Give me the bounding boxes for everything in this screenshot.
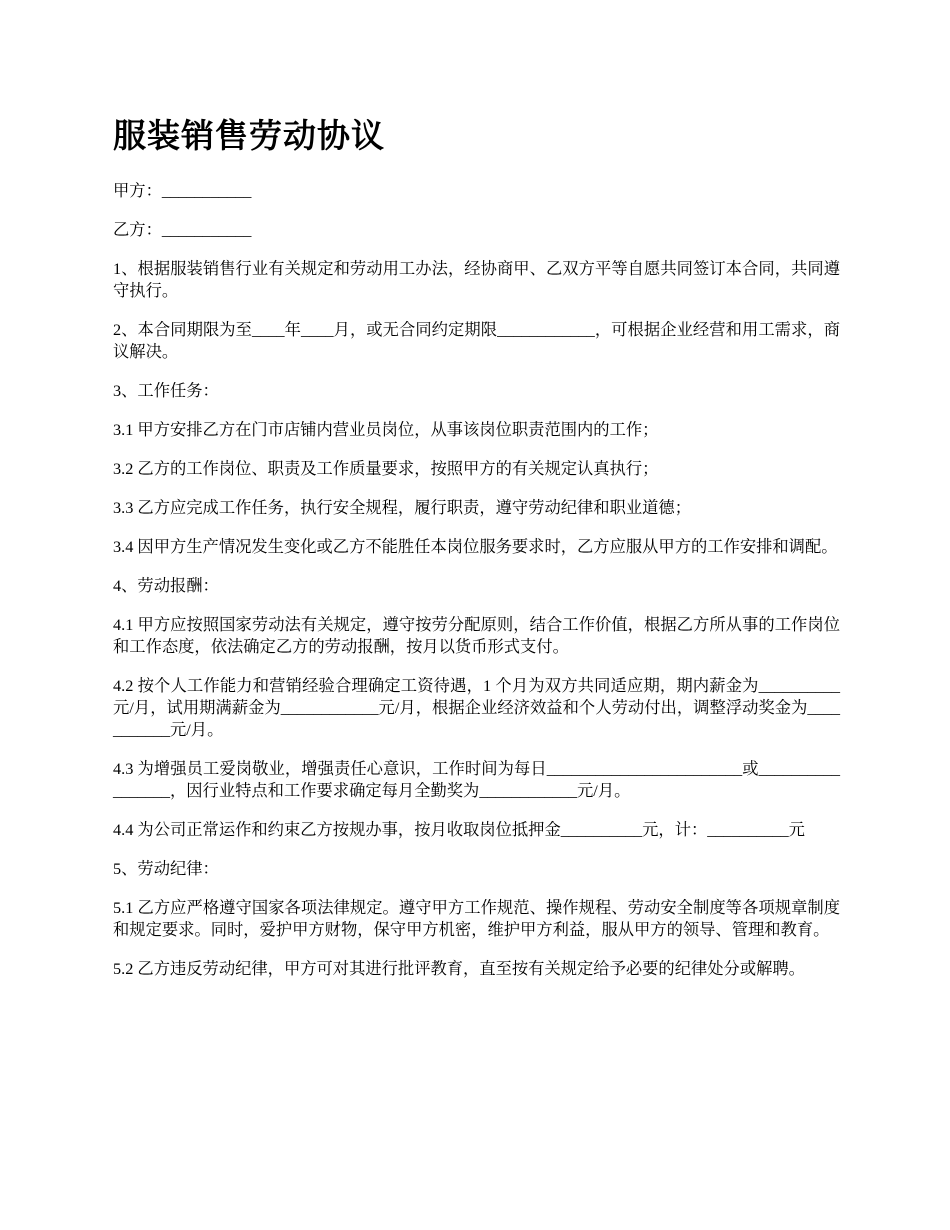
clause-5-2: 5.2 乙方违反劳动纪律，甲方可对其进行批评教育，直至按有关规定给予必要的纪律处分或解聘。 [113,959,805,978]
clause-5-1: 5.1 乙方应严格遵守国家各项法律规定。遵守甲方工作规范、操作规程、劳动安全制度等各项规章制度和规定要求。同时，爱护甲方财物，保守甲方机密，维护甲方利益，服从甲方的领导、管理和教育。 [113,898,840,939]
section-3-heading: 3、工作任务： [113,381,219,400]
clause-3-2: 3.2 乙方的工作岗位、职责及工作质量要求，按照甲方的有关规定认真执行； [113,459,659,478]
clause-4-2: 4.2 按个人工作能力和营销经验合理确定工资待遇，1 个月为双方共同适应期，期内薪金为__________元/月，试用期满薪金为____________元/月，根据企业经济效益和个人劳动付出，调整浮动奖金为___________元/月。 [113,676,840,739]
section-5-heading: 5、劳动纪律： [113,859,219,878]
clause-2: 2、本合同期限为至____年____月，或无合同约定期限____________，可根据企业经营和用工需求，商议解决。 [113,320,840,361]
party-b-line: 乙方：___________ [113,220,252,239]
section-4-heading: 4、劳动报酬： [113,576,219,595]
clause-3-1: 3.1 甲方安排乙方在门市店铺内营业员岗位，从事该岗位职责范围内的工作； [113,420,659,439]
clause-3-4: 3.4 因甲方生产情况发生变化或乙方不能胜任本岗位服务要求时，乙方应服从甲方的工作安排和调配。 [113,537,838,556]
clause-4-4: 4.4 为公司正常运作和约束乙方按规办事，按月收取岗位抵押金__________元，计：__________元 [113,820,805,839]
clause-3-3: 3.3 乙方应完成工作任务，执行安全规程，履行职责，遵守劳动纪律和职业道德； [113,498,691,517]
clause-4-1: 4.1 甲方应按照国家劳动法有关规定，遵守按劳分配原则，结合工作价值，根据乙方所从事的工作岗位和工作态度，依法确定乙方的劳动报酬，按月以货币形式支付。 [113,615,840,656]
party-a-line: 甲方：___________ [113,181,252,200]
clause-4-3: 4.3 为增强员工爱岗敬业，增强责任心意识，工作时间为每日________________________或_________________，因行业特点和工作要求确定每月全勤奖为____________元/月。 [113,759,840,800]
document-title: 服装销售劳动协议 [113,116,385,155]
clause-1: 1、根据服装销售行业有关规定和劳动用工办法，经协商甲、乙双方平等自愿共同签订本合同，共同遵守执行。 [113,259,840,300]
document-page [113,110,840,997]
